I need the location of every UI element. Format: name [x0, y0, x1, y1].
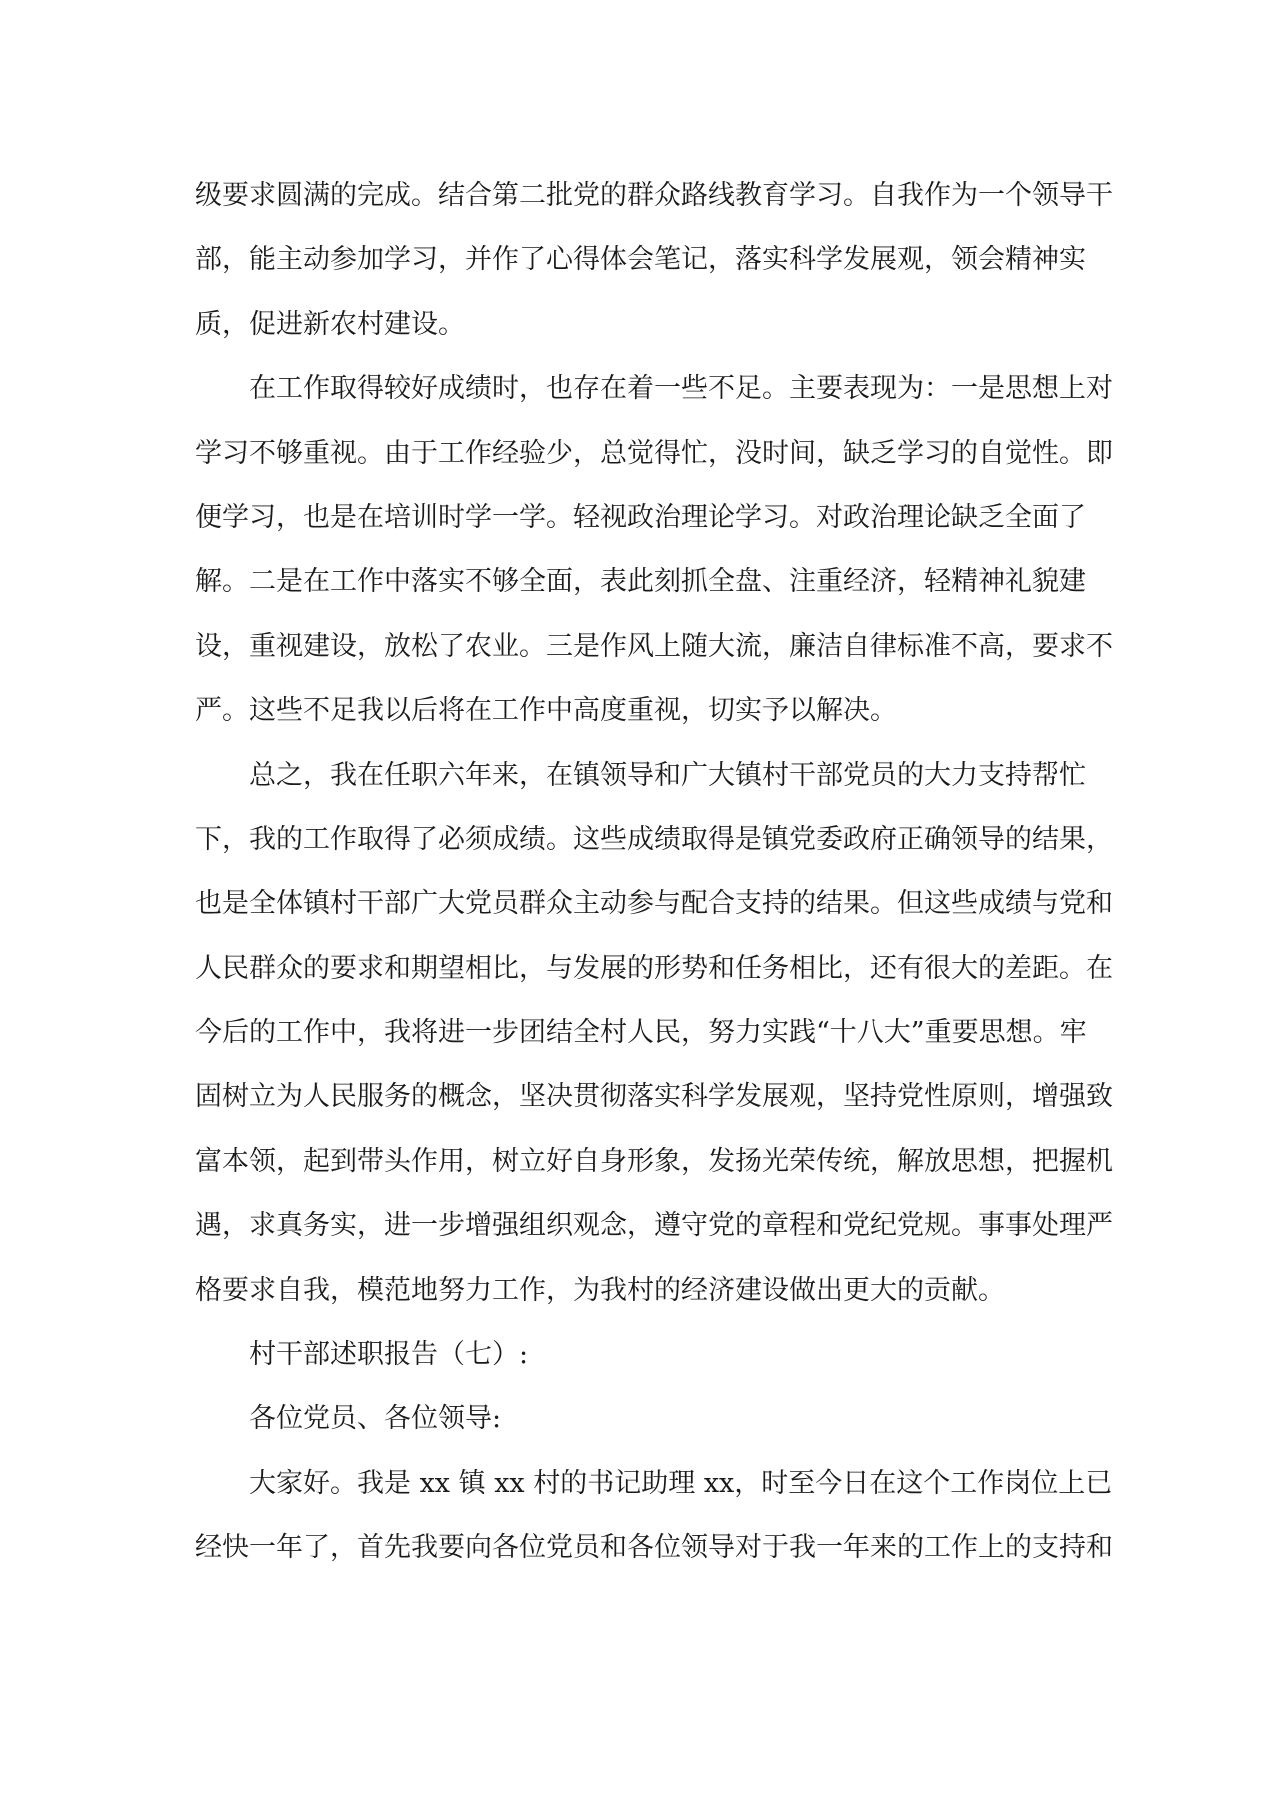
text-line: 大家好。我是 xx 镇 xx 村的书记助理 xx，时至今日在这个工作岗位上已: [249, 1467, 1113, 1499]
text-line: 级要求圆满的完成。结合第二批党的群众路线教育学习。自我作为一个领导干: [195, 180, 1113, 211]
text-line: 也是全体镇村干部广大党员群众主动参与配合支持的结果。但这些成绩与党和: [195, 888, 1113, 920]
text-line: 设，重视建设，放松了农业。三是作风上随大流，廉洁自律标准不高，要求不: [195, 630, 1113, 662]
text-line: 部，能主动参加学习，并作了心得体会笔记，落实科学发展观，领会精神实: [195, 244, 1086, 276]
text-line: 今后的工作中，我将进一步团结全村人民，努力实践“十八大”重要思想。牢: [195, 1017, 1087, 1049]
text-line: 质，促进新农村建设。: [195, 308, 465, 340]
text-line: 总之，我在任职六年来，在镇领导和广大镇村干部党员的大力支持帮忙: [249, 759, 1086, 791]
text-line: 遇，求真务实，进一步增强组织观念，遵守党的章程和党纪党规。事事处理严: [195, 1210, 1113, 1242]
document-body: [195, 164, 1113, 1581]
text-line: 下，我的工作取得了必须成绩。这些成绩取得是镇党委政府正确领导的结果，: [195, 823, 1113, 855]
text-line: 学习不够重视。由于工作经验少，总觉得忙，没时间，缺乏学习的自觉性。即: [195, 437, 1113, 469]
text-line: 村干部述职报告（七）:: [249, 1339, 529, 1371]
text-line: 严。这些不足我以后将在工作中高度重视，切实予以解决。: [195, 695, 897, 727]
text-line: 格要求自我，模范地努力工作，为我村的经济建设做出更大的贡献。: [195, 1274, 1005, 1306]
text-line: 固树立为人民服务的概念，坚决贯彻落实科学发展观，坚持党性原则，增强致: [195, 1081, 1113, 1113]
text-line: 解。二是在工作中落实不够全面，表此刻抓全盘、注重经济，轻精神礼貌建: [195, 566, 1086, 598]
text-line: 富本领，起到带头作用，树立好自身形象，发扬光荣传统，解放思想，把握机: [195, 1145, 1113, 1177]
text-line: 经快一年了，首先我要向各位党员和各位领导对于我一年来的工作上的支持和: [195, 1532, 1113, 1564]
text-line: 各位党员、各位领导:: [249, 1403, 502, 1435]
text-line: 人民群众的要求和期望相比，与发展的形势和任务相比，还有很大的差距。在: [195, 952, 1113, 984]
text-line: 便学习，也是在培训时学一学。轻视政治理论学习。对政治理论缺乏全面了: [195, 501, 1086, 533]
document-page: [195, 164, 1113, 1581]
text-line: 在工作取得较好成绩时，也存在着一些不足。主要表现为：一是思想上对: [249, 373, 1113, 405]
